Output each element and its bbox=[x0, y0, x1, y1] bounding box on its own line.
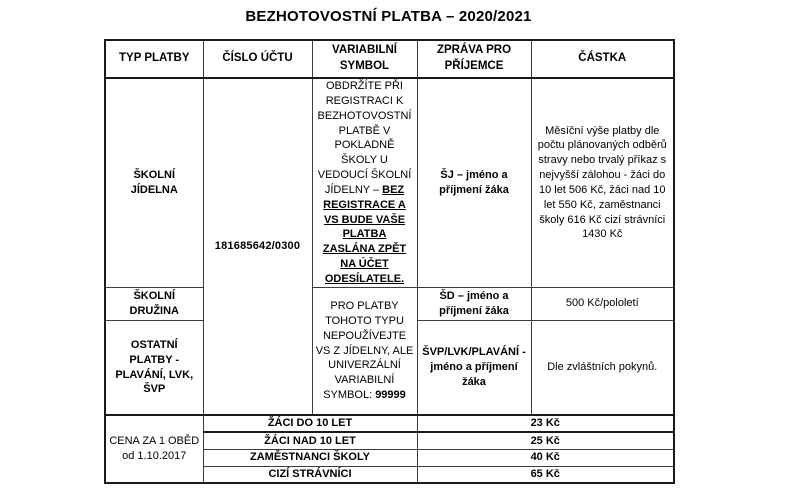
col-header-cislo-uctu: ČÍSLO ÚČTU bbox=[203, 40, 312, 78]
row-skolni-druzina bbox=[105, 287, 674, 320]
payments-table bbox=[104, 39, 675, 484]
col-header-typ-platby: TYP PLATBY bbox=[105, 40, 203, 78]
cell-typ-skolni-druzina: ŠKOLNÍ DRUŽINA bbox=[105, 287, 203, 320]
row-skolni-jidelna bbox=[105, 78, 674, 287]
vs-note-jidelna-text: OBDRŽÍTE PŘI REGISTRACI K BEZHOTOVOSTNÍ PLATBĚ V POKLADNĚ ŠKOLY U VEDOUCÍ ŠKOLNÍ JÍDELNY – bbox=[317, 80, 412, 196]
cell-price-section-label: CENA ZA 1 OBĚD od 1.10.2017 bbox=[105, 415, 203, 483]
cell-price-category-zamestnanci: ZAMĚSTNANCI ŠKOLY bbox=[203, 449, 417, 466]
col-header-castka: ČÁSTKA bbox=[531, 40, 674, 78]
cell-message-skolni-druzina: ŠD – jméno a příjmení žáka bbox=[417, 287, 531, 320]
cell-message-ostatni-platby: ŠVP/LVK/PLAVÁNÍ - jméno a příjmení žáka bbox=[417, 320, 531, 415]
cell-vs-note-jidelna bbox=[312, 78, 417, 287]
cell-vs-note-ostatni bbox=[312, 287, 417, 415]
cell-price-category-zaci-do-10: ŽÁCI DO 10 LET bbox=[203, 415, 417, 432]
cell-price-category-cizi-stravnici: CIZÍ STRÁVNÍCI bbox=[203, 466, 417, 483]
cell-price-value-zaci-do-10: 23 Kč bbox=[417, 415, 674, 432]
cell-amount-skolni-jidelna: Měsíční výše platby dle počtu plánovaných odběrů stravy nebo trvalý příkaz s nejvyšší zálohou - žáci do 10 let 506 Kč, žáci nad 10 let 550 Kč, zaměstnanci školy 616 Kč cizí strávníci 1430 Kč bbox=[531, 78, 674, 287]
cell-price-category-zaci-nad-10: ŽÁCI NAD 10 LET bbox=[203, 432, 417, 449]
page-title: BEZHOTOVOSTNÍ PLATBA – 2020/2021 bbox=[245, 8, 532, 25]
cell-typ-skolni-jidelna: ŠKOLNÍ JÍDELNA bbox=[105, 78, 203, 287]
cell-account-number: 181685642/0300 bbox=[203, 78, 312, 415]
cell-message-skolni-jidelna: ŠJ – jméno a příjmení žáka bbox=[417, 78, 531, 287]
cell-amount-ostatni-platby: Dle zvláštních pokynů. bbox=[531, 320, 674, 415]
cell-price-value-cizi-stravnici: 65 Kč bbox=[417, 466, 674, 483]
vs-note-jidelna-warning-text: BEZ REGISTRACE A VS BUDE VAŠE PLATBA ZASLÁNA ZPĚT NA ÚČET ODESÍLATELE. bbox=[322, 183, 407, 285]
cell-price-value-zamestnanci: 40 Kč bbox=[417, 449, 674, 466]
cell-price-value-zaci-nad-10: 25 Kč bbox=[417, 432, 674, 449]
vs-symbol-value: 99999 bbox=[375, 389, 406, 402]
col-header-zprava-pro-prijemce: ZPRÁVA PRO PŘÍJEMCE bbox=[417, 40, 531, 78]
cell-typ-ostatni-platby: OSTATNÍ PLATBY - PLAVÁNÍ, LVK, ŠVP bbox=[105, 320, 203, 415]
col-header-variabilni-symbol: VARIABILNÍ SYMBOL bbox=[312, 40, 417, 78]
cell-amount-skolni-druzina: 500 Kč/pololetí bbox=[531, 287, 674, 320]
vs-note-ostatni-text: PRO PLATBY TOHOTO TYPU NEPOUŽÍVEJTE VS Z JÍDELNY, ALE UNIVERZÁLNÍ VARIABILNÍ SYMBOL: bbox=[315, 300, 414, 402]
table-header-row bbox=[105, 40, 674, 78]
price-row bbox=[105, 415, 674, 432]
